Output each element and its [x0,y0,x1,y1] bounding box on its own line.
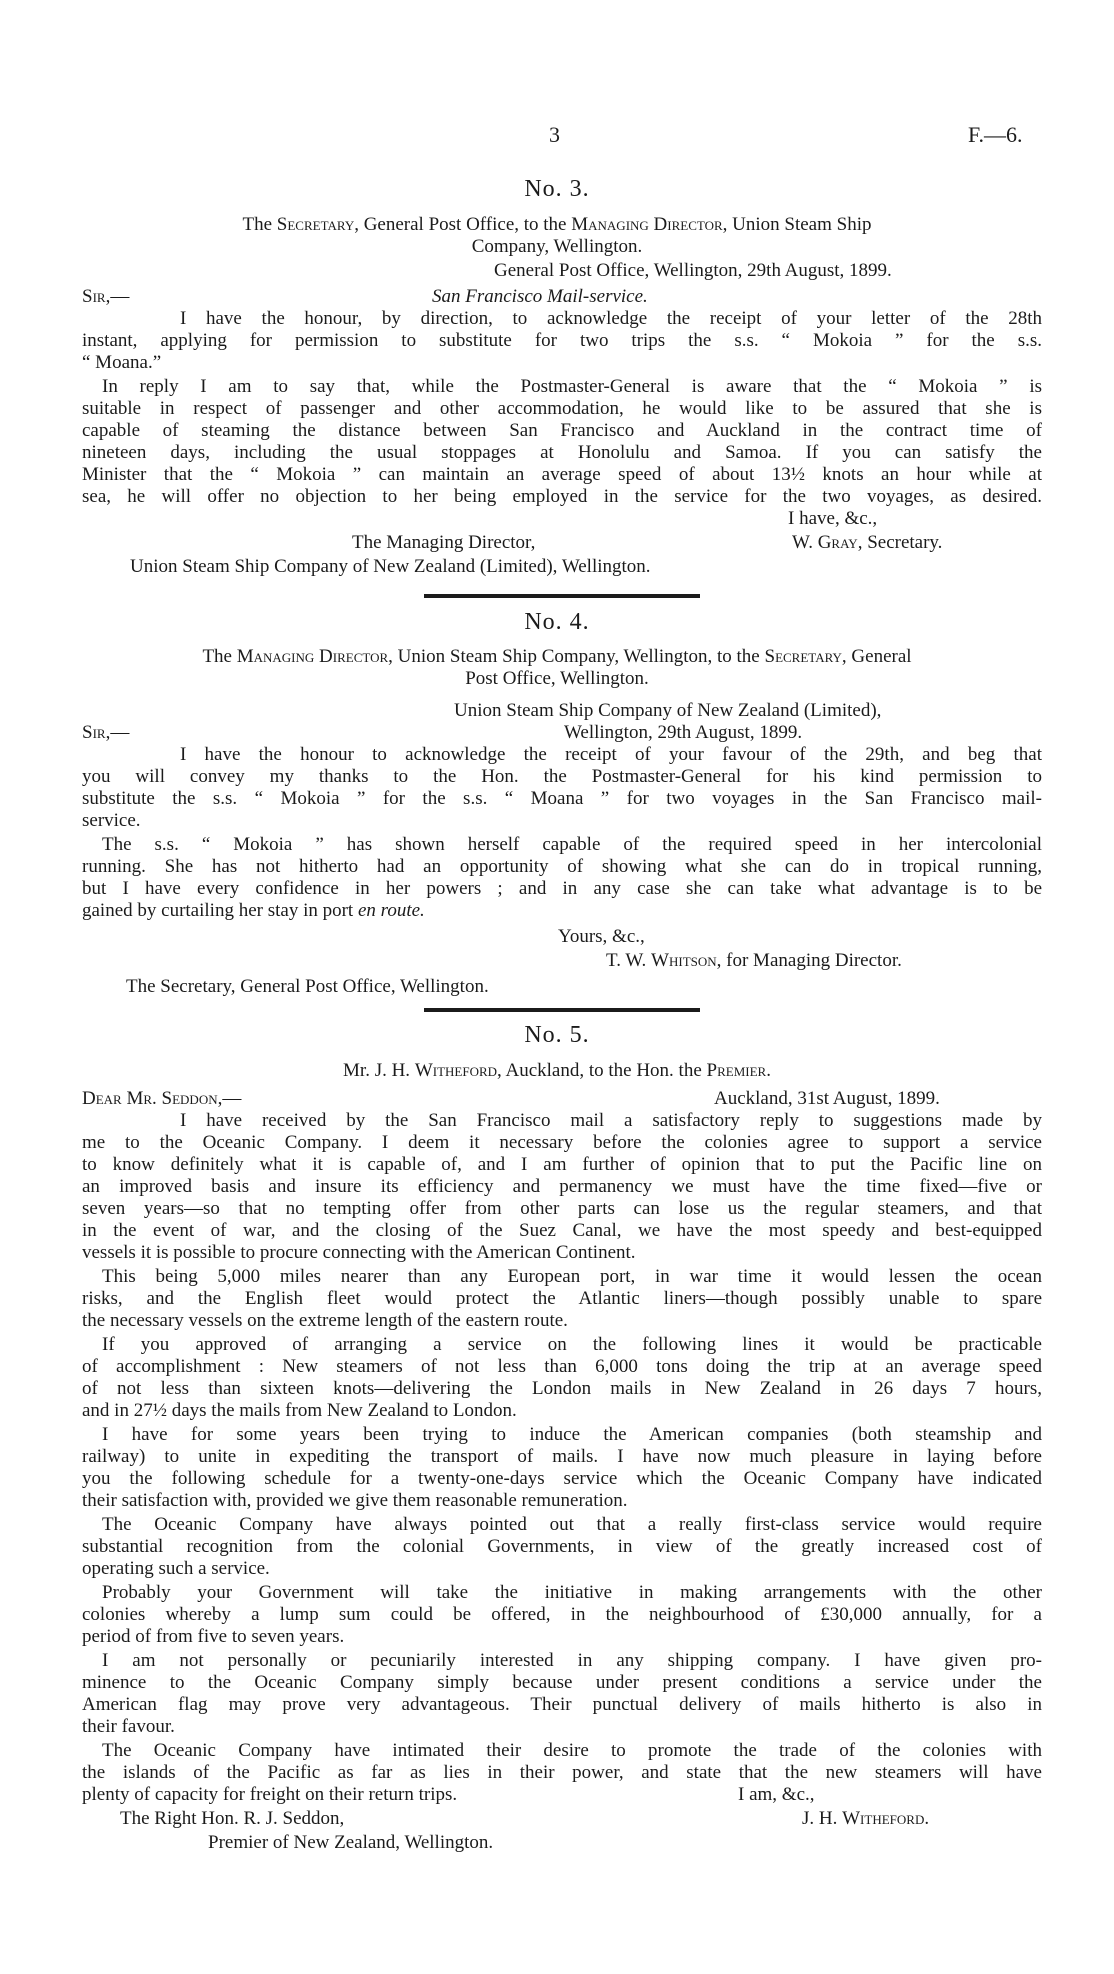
letter-5-address [0,1060,1114,1082]
letter-3-body-line: suitable in respect of passenger and other accommodation, he would like to be assured that she is [82,398,1042,419]
letter-5-body-line: risks, and the English fleet would protect the Atlantic liners—though possibly unable to spare [82,1288,1042,1309]
letter-4-body-line: service. [82,810,141,831]
text-run: The [242,214,277,235]
letter-5-body-line: me to the Oceanic Company. I deem it necessary before the colonies agree to support a service [82,1132,1042,1153]
letter-5-heading: No. 5. [524,1022,590,1048]
letter-3-recipient-line-2: Union Steam Ship Company of New Zealand (Limited), Wellington. [130,556,651,577]
letter-5-body-line: railway) to unite in expediting the transport of mails. I have now much pleasure in laying before [82,1446,1042,1467]
section-divider [424,594,700,598]
letter-4-address-line-1 [0,646,1114,668]
letter-5-salutation [82,1088,241,1110]
letter-4-italic-phrase: en route. [357,900,425,921]
letter-3-body-line: sea, he will offer no objection to her being employed in the service for the two voyages, as desired. [82,486,1042,507]
text-run: ,— [217,1088,242,1109]
letter-5-signature [802,1808,929,1830]
text-run: Gray [817,532,858,553]
letter-5-body-line: in the event of war, and the closing of the Suez Canal, we have the most speedy and best-equipped [82,1220,1042,1241]
text-run: Dear Mr. Seddon [82,1088,218,1109]
letter-4-salutation: Sir,— [82,722,130,743]
letter-4-dateline-line-2: Wellington, 29th August, 1899. [564,722,803,743]
letter-3-heading: No. 3. [524,176,590,202]
text-run: , Secretary. [857,532,943,553]
letter-5-body-line: This being 5,000 miles nearer than any European port, in war time it would lessen the ocean [102,1266,1042,1287]
text-run: Secretary [276,214,355,235]
letter-5-body-line: minence to the Oceanic Company simply because under present conditions a service under the [82,1672,1042,1693]
letter-5-recipient-line-2: Premier of New Zealand, Wellington. [208,1832,494,1853]
text-run: . [766,1060,771,1081]
letter-5-body-line: The Oceanic Company have always pointed out that a really first-class service would require [102,1514,1042,1535]
letter-5-body-line: period of from five to seven years. [82,1626,345,1647]
letter-3-signature [792,532,942,554]
letter-5-body-line: American flag may prove very advantageous. Their punctual delivery of mails hitherto is also in [82,1694,1042,1715]
letter-5-closing: I am, &c., [738,1784,815,1805]
letter-4-body-line: substitute the s.s. “ Mokoia ” for the s.s. “ Moana ” for two voyages in the San Francisco mail- [82,788,1042,809]
letter-4-closing: Yours, &c., [558,926,645,947]
letter-5-body-line: of accomplishment : New steamers of not less than 6,000 tons doing the trip at an average speed [82,1356,1042,1377]
letter-4-dateline-line-1: Union Steam Ship Company of New Zealand (Limited), [454,700,882,721]
letter-5-body-line: substantial recognition from the colonial Governments, in view of the greatly increased cost of [82,1536,1042,1557]
letter-3-closing: I have, &c., [788,508,878,529]
letter-3-body-line: instant, applying for permission to substitute for two trips the s.s. “ Mokoia ” for the s.s. [82,330,1042,351]
letter-4-body-line: running. She has not hitherto had an opportunity of showing what she can do in tropical running, [82,856,1042,877]
letter-4-signature [606,950,902,972]
letter-3-subject: San Francisco Mail-service. [432,286,648,307]
letter-3-body-line: capable of steaming the distance between San Francisco and Auckland in the contract time of [82,420,1042,441]
letter-4-body-line: you will convey my thanks to the Hon. the Postmaster-General for his kind permission to [82,766,1042,787]
text-run: , General Post Office, to the [354,214,572,235]
letter-3-body-line: “ Moana.” [82,352,162,373]
text-run: Premier [706,1060,767,1081]
letter-3-address-line-1 [0,214,1114,236]
text-run: J. H. [802,1808,843,1829]
text-run: W. [792,532,818,553]
letter-4-body-line: but I have every confidence in her powers ; and in any case she can take what advantage is to be [82,878,1042,899]
letter-4-recipient: The Secretary, General Post Office, Wellington. [126,976,489,997]
letter-5-body-line: I have received by the San Francisco mail a satisfactory reply to suggestions made by [180,1110,1042,1131]
letter-5-body-line: seven years—so that no tempting offer from other parts can lose us the regular steamers, and that [82,1198,1042,1219]
text-run: Witheford [842,1808,925,1829]
text-run: T. W. [606,950,652,971]
text-run: , for Managing Director. [716,950,902,971]
text-run: , Auckland, to the Hon. the [497,1060,707,1081]
document-series: F.—6. [968,122,1023,147]
text-run: . [924,1808,930,1829]
letter-5-body-line: the necessary vessels on the extreme length of the eastern route. [82,1310,568,1331]
text-run: , Union Steam Ship Company, Wellington, to the [388,646,765,667]
letter-5-body-line: Probably your Government will take the initiative in making arrangements with the other [102,1582,1042,1603]
text-run: Managing Director [571,214,723,235]
letter-5-body-line: their favour. [82,1716,175,1737]
text-run: Mr. J. H. [343,1060,415,1081]
letter-5-recipient-line-1: The Right Hon. R. J. Seddon, [120,1808,345,1829]
letter-5-body-line: an improved basis and insure its efficiency and permanency we must have the time fixed—five or [82,1176,1042,1197]
letter-5-body-line: the islands of the Pacific as far as lies in their power, and state that the new steamers will have [82,1762,1042,1783]
letter-5-body-line: their satisfaction with, provided we give them reasonable remuneration. [82,1490,628,1511]
letter-5-body-line: If you approved of arranging a service on the following lines it would be practicable [102,1334,1042,1355]
letter-5-body-line: to know definitely what it is capable of, and I am further of opinion that to put the Pacific line on [82,1154,1042,1175]
text-run: The [202,646,237,667]
text-run: Whitson [651,950,717,971]
letter-5-body-line: I have for some years been trying to induce the American companies (both steamship and [102,1424,1042,1445]
letter-3-body-line: nineteen days, including the usual stoppages at Honolulu and Samoa. If you can satisfy the [82,442,1042,463]
letter-3-recipient-line-1: The Managing Director, [352,532,536,553]
letter-5-body-line: The Oceanic Company have intimated their desire to promote the trade of the colonies with [102,1740,1042,1761]
text-run: , Union Steam Ship [722,214,872,235]
letter-3-body-line: I have the honour, by direction, to acknowledge the receipt of your letter of the 28th [180,308,1042,329]
letter-3-body-line: Minister that the “ Mokoia ” can maintain an average speed of about 13½ knots an hour while at [82,464,1042,485]
text-run: Secretary [764,646,842,667]
letter-3-salutation: Sir,— [82,286,130,307]
letter-5-body-line: I am not personally or pecuniarily interested in any shipping company. I have given pro- [102,1650,1042,1671]
page-number: 3 [549,122,560,147]
letter-5-body-line: and in 27½ days the mails from New Zealand to London. [82,1400,517,1421]
section-divider [424,1008,700,1012]
letter-3-body-line: In reply I am to say that, while the Postmaster-General is aware that the “ Mokoia ” is [102,376,1042,397]
letter-3-address-line-2: Company, Wellington. [471,236,643,257]
letter-4-body-text: gained by curtailing her stay in port [82,900,354,921]
letter-4-body-line [82,900,425,922]
letter-4-heading: No. 4. [524,609,590,635]
letter-5-body-line: plenty of capacity for freight on their return trips. [82,1784,458,1805]
letter-3-dateline: General Post Office, Wellington, 29th August, 1899. [494,260,892,281]
letter-5-dateline: Auckland, 31st August, 1899. [714,1088,940,1109]
letter-5-body-line: operating such a service. [82,1558,270,1579]
letter-5-body-line: you the following schedule for a twenty-one-days service which the Oceanic Company have indicated [82,1468,1042,1489]
text-run: Managing Director [236,646,389,667]
text-run: , General [841,646,912,667]
text-run: Witheford [414,1060,498,1081]
letter-4-body-line: I have the honour to acknowledge the receipt of your favour of the 29th, and beg that [180,744,1042,765]
letter-4-address-line-2: Post Office, Wellington. [465,668,649,689]
letter-5-body-line: vessels it is possible to procure connecting with the American Continent. [82,1242,636,1263]
letter-5-body-line: colonies whereby a lump sum could be offered, in the neighbourhood of £30,000 annually, for a [82,1604,1042,1625]
letter-4-body-line: The s.s. “ Mokoia ” has shown herself capable of the required speed in her intercolonial [102,834,1042,855]
letter-5-body-line: of not less than sixteen knots—delivering the London mails in New Zealand in 26 days 7 hours, [82,1378,1042,1399]
